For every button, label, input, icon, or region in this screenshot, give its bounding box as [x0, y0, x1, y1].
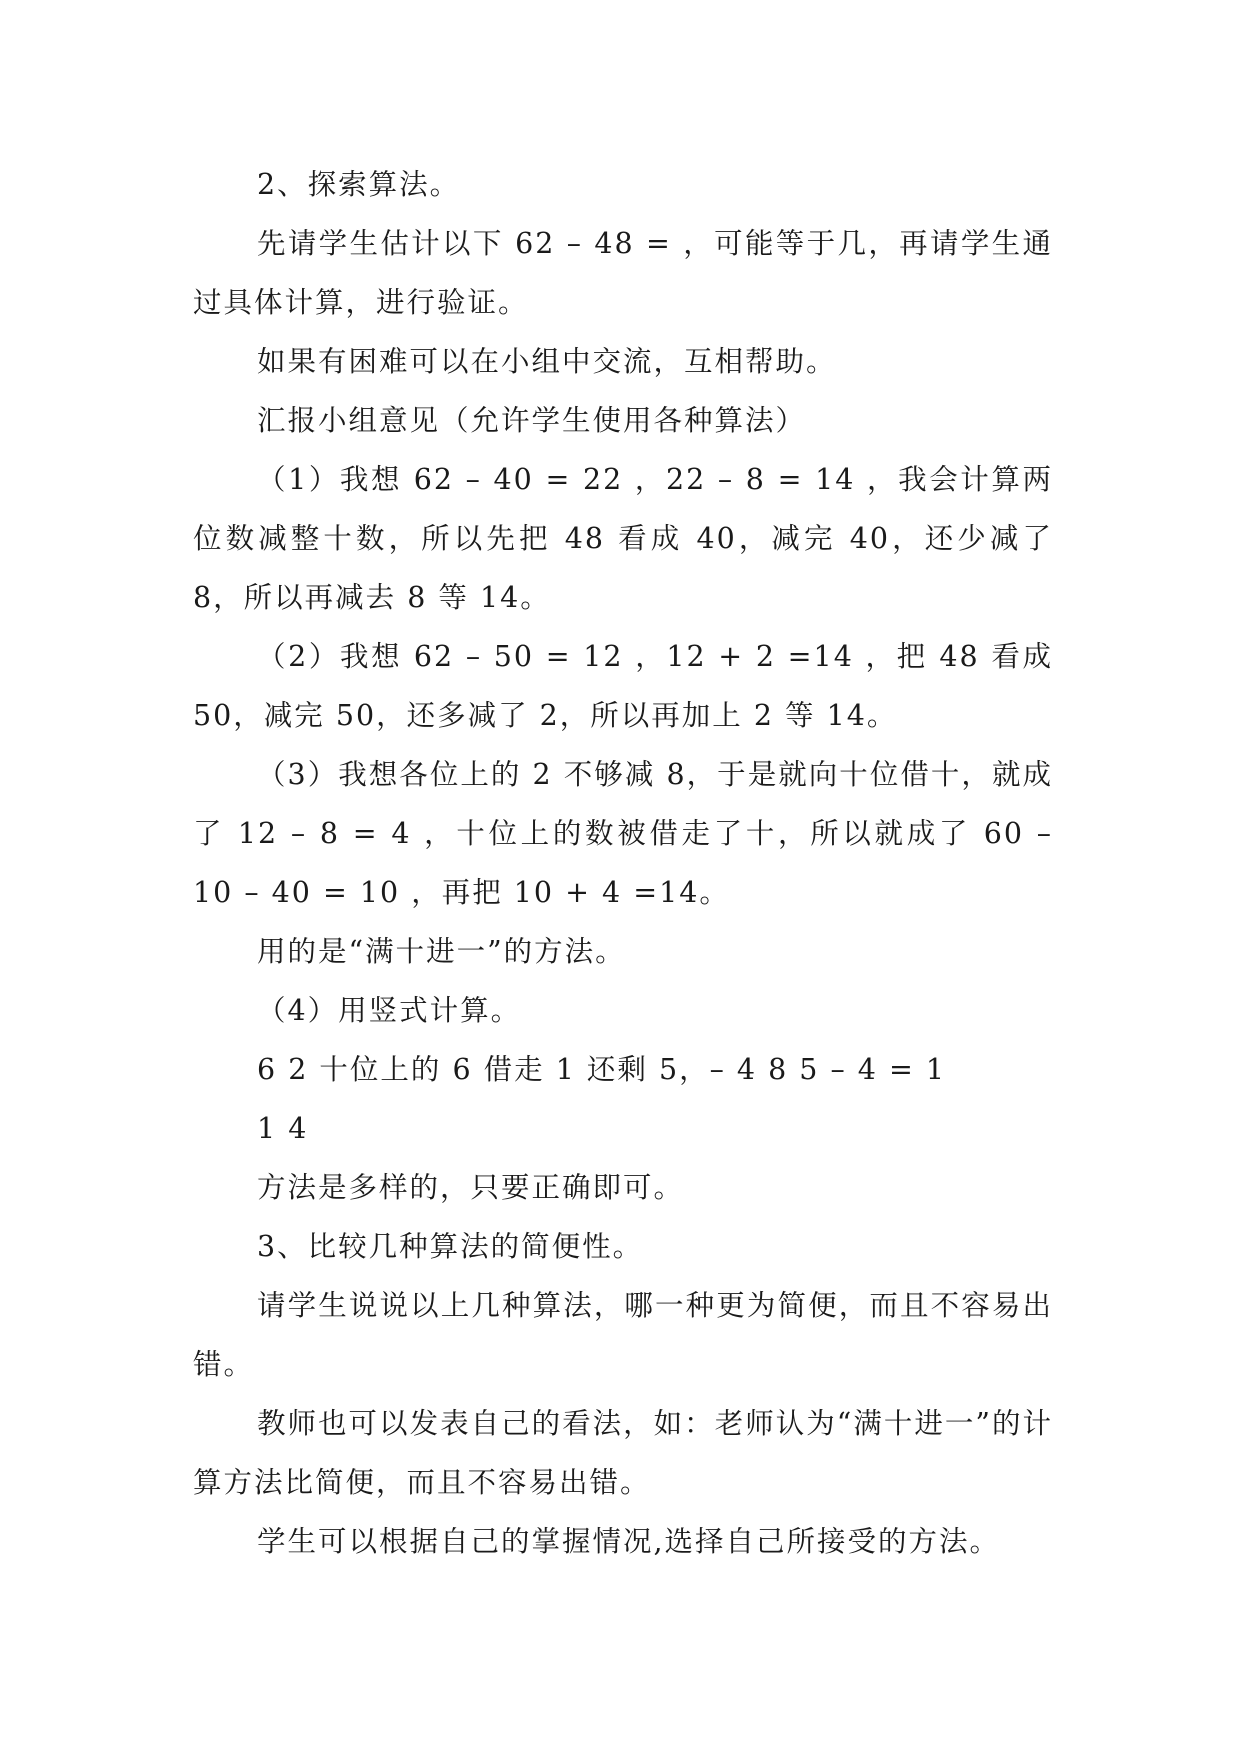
paragraph-estimate: 先请学生估计以下 62 – 48 = ，可能等于几，再请学生通过具体计算，进行验证。	[193, 227, 1053, 319]
paragraph-carry-method: 用的是“满十进一”的方法。	[257, 935, 626, 968]
section-heading-explore: 2、探索算法。	[257, 168, 461, 201]
paragraph-method-2: （2）我想 62 – 50 = 12 ，12 + 2 =14 ，把 48 看成 50，减完 50，还多减了 2，所以再加上 2 等 14。	[193, 640, 1053, 732]
paragraph-method-3: （3）我想各位上的 2 不够减 8，于是就向十位借十，就成了 12 – 8 = 4 ，十位上的数被借走了十，所以就成了 60 – 10 – 40 = 10 ，再把 10 + 4 =14。	[193, 758, 1053, 909]
paragraph-group-help: 如果有困难可以在小组中交流，互相帮助。	[257, 345, 837, 378]
paragraph-vertical-result: 1 4	[257, 1112, 309, 1145]
paragraph-diverse: 方法是多样的，只要正确即可。	[257, 1171, 685, 1204]
paragraph-method-4: （4）用竖式计算。	[257, 994, 522, 1027]
paragraph-students-choose: 学生可以根据自己的掌握情况,选择自己所接受的方法。	[257, 1525, 1001, 1558]
paragraph-students-discuss: 请学生说说以上几种算法，哪一种更为简便，而且不容易出错。	[193, 1289, 1053, 1381]
paragraph-report: 汇报小组意见（允许学生使用各种算法）	[257, 404, 807, 437]
document-body	[193, 155, 1053, 1571]
paragraph-teacher-view: 教师也可以发表自己的看法，如：老师认为“满十进一”的计算方法比简便，而且不容易出错。	[193, 1407, 1053, 1499]
section-heading-compare: 3、比较几种算法的简便性。	[257, 1230, 644, 1263]
paragraph-vertical-calc: 6 2 十位上的 6 借走 1 还剩 5，– 4 8 5 – 4 = 1	[257, 1053, 947, 1086]
paragraph-method-1: （1）我想 62 – 40 = 22 ，22 – 8 = 14 ，我会计算两位数减整十数，所以先把 48 看成 40，减完 40，还少减了 8，所以再减去 8 等 14。	[193, 463, 1053, 614]
